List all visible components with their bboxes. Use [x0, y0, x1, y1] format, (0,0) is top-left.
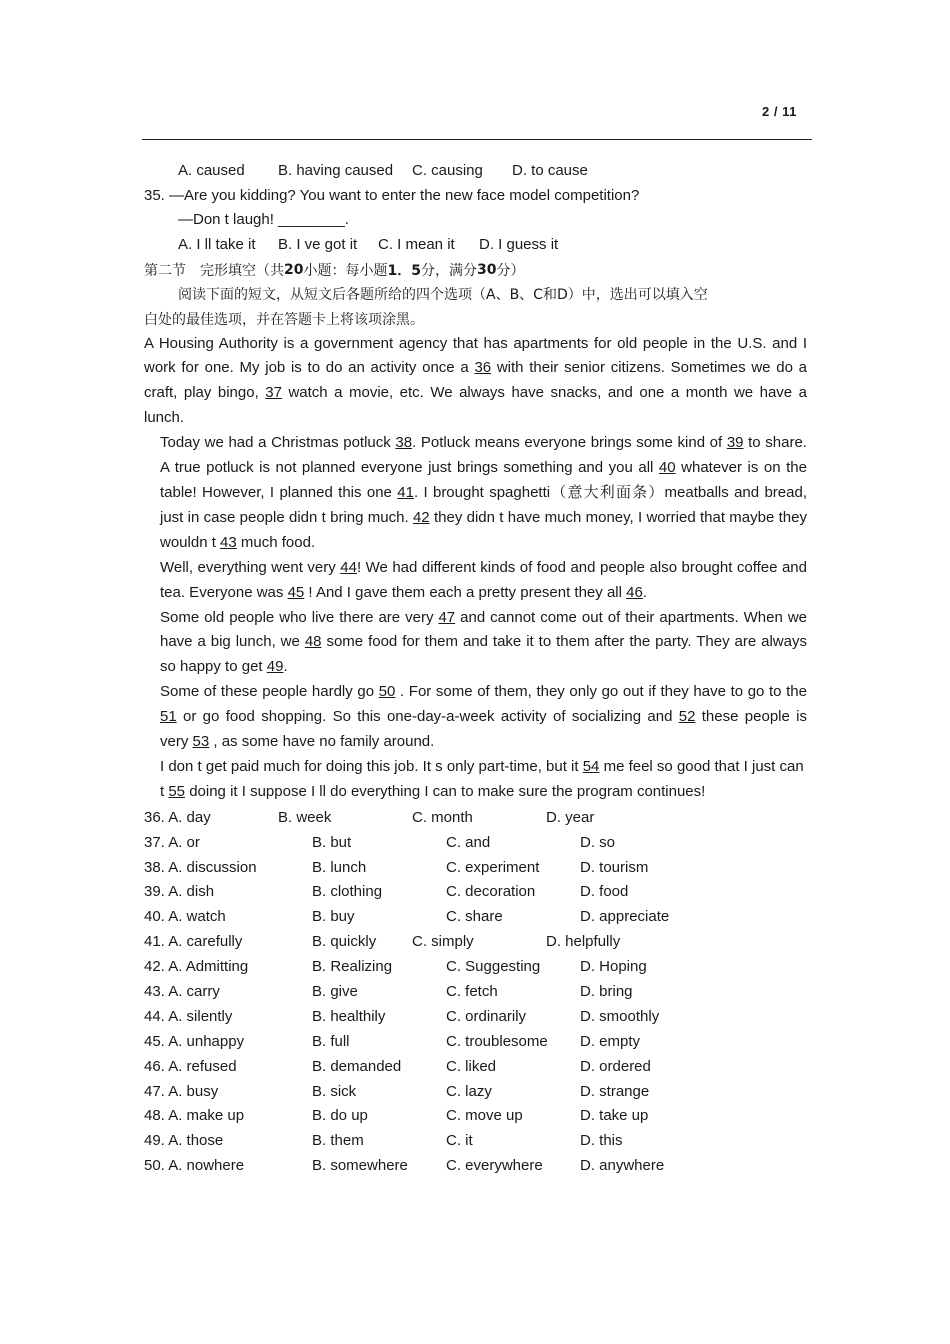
blank-41: 41 — [397, 484, 414, 502]
question-option-c: C. fetch — [446, 982, 498, 1000]
question-options-list — [144, 805, 807, 1178]
question-row — [144, 954, 807, 979]
blank-52: 52 — [678, 708, 696, 726]
q34-option-b: B. having caused — [278, 161, 394, 179]
question-option-b: B. Realizing — [312, 958, 393, 976]
page-number: 2 / 11 — [762, 104, 797, 119]
question-option-b: B. do up — [312, 1107, 368, 1125]
question-option-d: D. helpfully — [546, 933, 621, 951]
passage-paragraph-6: I don t get paid much for doing this job. It s only part-time, but it 54 me feel so good that I just can t 55 doing it I suppose I ll do everything I can to make sure the program continues! — [160, 757, 804, 800]
question-row — [144, 855, 807, 880]
q34-option-a: A. caused — [178, 161, 245, 179]
exam-content — [144, 158, 807, 1178]
q35-option-a: A. I ll take it — [178, 236, 256, 254]
question-option-c: C. Suggesting — [446, 958, 541, 976]
question-option-c: C. move up — [446, 1107, 523, 1125]
blank-49: 49 — [266, 658, 284, 676]
question-option-a: 43. A. carry — [144, 982, 220, 1000]
question-row — [144, 805, 807, 830]
question-option-b: B. quickly — [312, 933, 377, 951]
question-option-c: C. decoration — [446, 883, 536, 901]
question-option-d: D. bring — [580, 982, 633, 1000]
question-row — [144, 1103, 807, 1128]
question-option-a: 49. A. those — [144, 1132, 224, 1150]
question-option-d: D. take up — [580, 1107, 649, 1125]
question-option-a: 37. A. or — [144, 833, 200, 851]
question-option-d: D. anywhere — [580, 1157, 665, 1175]
q35-stem: 35. —Are you kidding? You want to enter the new face model competition? — [144, 186, 640, 204]
question-option-d: D. Hoping — [580, 958, 647, 976]
question-option-a: 42. A. Admitting — [144, 958, 249, 976]
question-option-b: B. clothing — [312, 883, 383, 901]
question-option-b: B. lunch — [312, 858, 367, 876]
blank-43: 43 — [220, 533, 237, 551]
q34-option-d: D. to cause — [512, 161, 588, 179]
q35-option-d: D. I guess it — [479, 236, 559, 254]
blank-36: 36 — [474, 359, 492, 377]
question-row — [144, 904, 807, 929]
question-option-d: D. strange — [580, 1082, 650, 1100]
q35-reply: —Don t laugh! ________. — [178, 211, 349, 229]
question-row — [144, 1153, 807, 1178]
blank-53: 53 — [192, 733, 210, 751]
question-row — [144, 1029, 807, 1054]
question-option-a: 45. A. unhappy — [144, 1032, 245, 1050]
question-row — [144, 879, 807, 904]
question-row — [144, 1054, 807, 1079]
q35-options — [144, 232, 807, 257]
question-option-d: D. ordered — [580, 1057, 651, 1075]
question-row — [144, 979, 807, 1004]
question-option-c: C. experiment — [446, 858, 540, 876]
question-option-d: D. appreciate — [580, 908, 670, 926]
question-option-a: 36. A. day — [144, 808, 211, 826]
blank-54: 54 — [582, 757, 600, 775]
passage-paragraph-2: Today we had a Christmas potluck 38. Potluck means everyone brings some kind of 39 to share. A true potluck is not planned everyone just brings something and you all 40 whatever is on the table! However, I planned this one 41. I brought spaghetti（意大利面条）meatballs and bread, just in case people didn t bring much. 42 they didn t have much money, I worried that maybe they wouldn t 43 much food. — [160, 434, 807, 551]
blank-37: 37 — [265, 384, 282, 402]
question-option-d: D. year — [546, 808, 595, 826]
question-option-b: B. sick — [312, 1082, 357, 1100]
question-option-d: D. smoothly — [580, 1007, 660, 1025]
question-option-c: C. simply — [412, 933, 474, 951]
q35-option-b: B. I ve got it — [278, 236, 358, 254]
question-option-c: C. and — [446, 833, 491, 851]
q34-option-c: C. causing — [412, 161, 483, 179]
blank-38: 38 — [395, 434, 413, 452]
blank-42: 42 — [412, 508, 430, 526]
question-option-b: B. week — [278, 808, 332, 826]
question-option-a: 38. A. discussion — [144, 858, 257, 876]
question-option-d: D. this — [580, 1132, 623, 1150]
question-option-a: 44. A. silently — [144, 1007, 233, 1025]
question-option-c: C. liked — [446, 1057, 497, 1075]
question-option-d: D. so — [580, 833, 616, 851]
question-option-a: 47. A. busy — [144, 1082, 219, 1100]
blank-47: 47 — [438, 608, 456, 626]
question-option-a: 50. A. nowhere — [144, 1157, 245, 1175]
question-option-a: 48. A. make up — [144, 1107, 245, 1125]
header-rule — [142, 139, 812, 140]
question-option-a: 41. A. carefully — [144, 933, 243, 951]
question-option-d: D. food — [580, 883, 629, 901]
passage-paragraph-5: Some of these people hardly go 50 . For some of them, they only go out if they have to go to the 51 or go food shopping. So this one-day-a-week activity of socializing and 52 these people is very 53 , as some have no family around. — [160, 683, 807, 751]
blank-55: 55 — [168, 782, 186, 800]
question-option-c: C. month — [412, 808, 473, 826]
question-option-c: C. lazy — [446, 1082, 492, 1100]
blank-46: 46 — [626, 583, 643, 601]
question-row — [144, 929, 807, 954]
question-option-b: B. them — [312, 1132, 364, 1150]
section-heading: 第二节 完形填空（共 20 小题：每小题 1．5 分，满分 30 分） — [144, 261, 525, 279]
question-row — [144, 1004, 807, 1029]
question-row — [144, 1079, 807, 1104]
question-option-c: C. troublesome — [446, 1032, 548, 1050]
blank-44: 44 — [340, 558, 357, 576]
question-option-b: B. somewhere — [312, 1157, 408, 1175]
q34-options — [144, 158, 807, 183]
question-row — [144, 1128, 807, 1153]
passage-paragraph-1: A Housing Authority is a government agency that has apartments for old people in the U.S. and I work for one. My job is to do an activity once a 36 with their senior citizens. Sometimes we do a craft, play bingo, 37 watch a movie, etc. We always have snacks, and one a month we have a lunch. — [144, 334, 807, 427]
blank-48: 48 — [304, 633, 322, 651]
question-option-a: 39. A. dish — [144, 883, 215, 901]
blank-51: 51 — [160, 708, 177, 726]
question-option-b: B. give — [312, 982, 358, 1000]
question-option-d: D. tourism — [580, 858, 649, 876]
blank-50: 50 — [378, 683, 396, 701]
question-option-b: B. buy — [312, 908, 355, 926]
question-option-c: C. everywhere — [446, 1157, 543, 1175]
question-option-c: C. it — [446, 1132, 473, 1150]
question-option-b: B. full — [312, 1032, 350, 1050]
q35-option-c: C. I mean it — [378, 236, 455, 254]
passage-paragraph-4: Some old people who live there are very 47 and cannot come out of their apartments. When we have a big lunch, we 48 some food for them and take it to them after the party. They are always so happy to get 49. — [160, 608, 807, 676]
blank-39: 39 — [726, 434, 744, 452]
question-option-d: D. empty — [580, 1032, 641, 1050]
blank-40: 40 — [658, 459, 676, 477]
question-option-b: B. demanded — [312, 1057, 402, 1075]
question-option-c: C. ordinarily — [446, 1007, 527, 1025]
question-row — [144, 830, 807, 855]
question-option-a: 46. A. refused — [144, 1057, 237, 1075]
question-option-b: B. healthily — [312, 1007, 386, 1025]
section-instruction-line-2: 白处的最佳选项，并在答题卡上将该项涂黑。 — [144, 312, 424, 329]
passage-paragraph-3: Well, everything went very 44! We had different kinds of food and people also brought coffee and tea. Everyone was 45 ! And I gave them each a pretty present they all 46. — [160, 558, 807, 601]
question-option-c: C. share — [446, 908, 503, 926]
section-instruction-line-1: 阅读下面的短文，从短文后各题所给的四个选项（A、B、C和D）中，选出可以填入空 — [178, 287, 708, 304]
question-option-a: 40. A. watch — [144, 908, 226, 926]
question-option-b: B. but — [312, 833, 352, 851]
blank-45: 45 — [287, 583, 305, 601]
